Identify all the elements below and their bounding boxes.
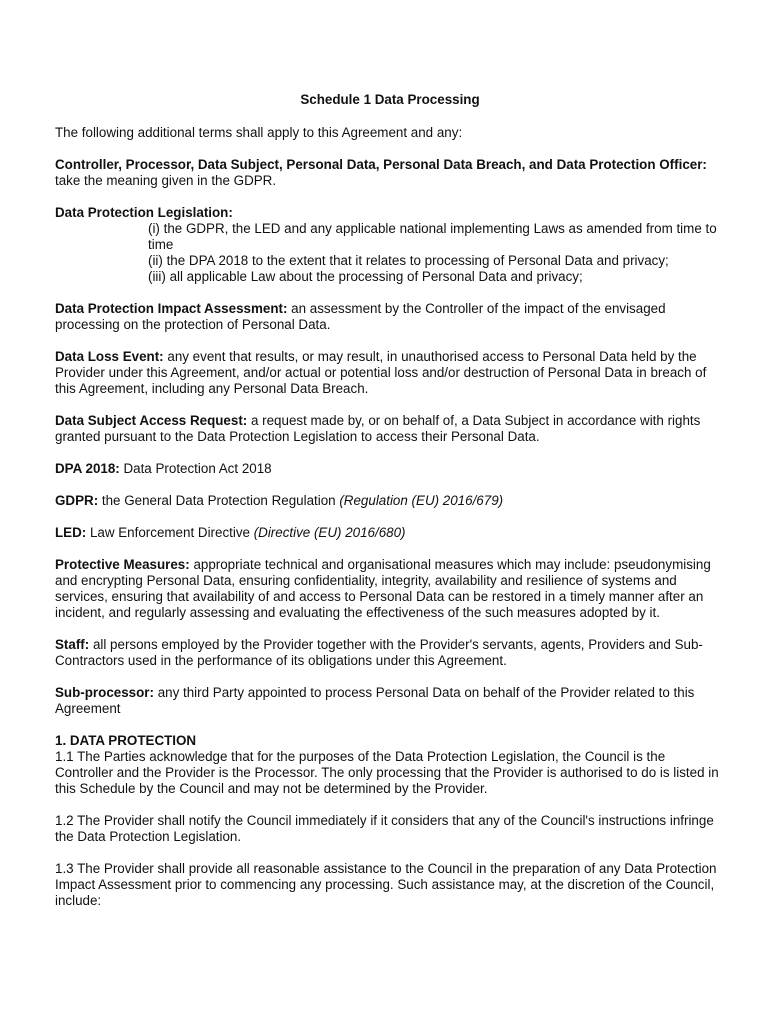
definition-term: Data Protection Legislation:	[55, 205, 233, 220]
definition-dpa-2018	[55, 461, 725, 477]
definition-data-loss-event	[55, 349, 725, 397]
definition-staff	[55, 637, 725, 669]
definition-dsar	[55, 413, 725, 445]
definition-text: the General Data Protection Regulation	[98, 493, 340, 508]
section-heading: 1. DATA PROTECTION	[55, 733, 197, 748]
dpl-item: (ii) the DPA 2018 to the extent that it relates to processing of Personal Data and privacy;	[148, 253, 669, 268]
definition-citation: (Directive (EU) 2016/680)	[253, 525, 406, 540]
document-title: Schedule 1 Data Processing	[300, 92, 480, 107]
definition-sub-processor	[55, 685, 725, 717]
definition-text: a request made by, or on behalf of, a Data Subject in accordance with rights granted pursuant to the Data Protection Legislation to access their Personal Data.	[55, 413, 701, 444]
definition-controller	[55, 157, 725, 189]
definition-gdpr	[55, 493, 725, 509]
clause-1-1: 1.1 The Parties acknowledge that for the purposes of the Data Protection Legislation, the Council is the Controller and the Provider is the Processor. The only processing that the Provider is authorised to do is listed in this Schedule by the Council and may not be determined by the Provider.	[55, 749, 719, 796]
dpl-item: (i) the GDPR, the LED and any applicable national implementing Laws as amended from time to time	[148, 221, 717, 252]
definition-term: Sub-processor:	[55, 685, 154, 700]
definition-term: Controller, Processor, Data Subject, Personal Data, Personal Data Breach, and Data Protection Officer:	[55, 157, 707, 172]
definition-text: Law Enforcement Directive	[86, 525, 254, 540]
definition-protective-measures	[55, 557, 725, 621]
definition-led	[55, 525, 725, 541]
definition-term: Staff:	[55, 637, 90, 652]
intro-paragraph: The following additional terms shall apply to this Agreement and any:	[55, 125, 463, 140]
definition-term: Data Protection Impact Assessment:	[55, 301, 288, 316]
document-page	[55, 92, 725, 925]
definition-citation: (Regulation (EU) 2016/679)	[339, 493, 504, 508]
definition-text: any event that results, or may result, in unauthorised access to Personal Data held by the Provider under this Agreement, and/or actual or potential loss and/or destruction of Personal Data in breach of this Agreement, including any Personal Data Breach.	[55, 349, 707, 396]
clause-1-3: 1.3 The Provider shall provide all reasonable assistance to the Council in the preparation of any Data Protection Impact Assessment prior to commencing any processing. Such assistance may, at the discretion of the Council, include:	[55, 861, 717, 908]
definition-term: DPA 2018:	[55, 461, 120, 476]
definition-text: any third Party appointed to process Personal Data on behalf of the Provider related to this Agreement	[55, 685, 695, 716]
clause-1-2: 1.2 The Provider shall notify the Council immediately if it considers that any of the Council's instructions infringe the Data Protection Legislation.	[55, 813, 714, 844]
definition-text: Data Protection Act 2018	[119, 461, 272, 476]
definition-term: Protective Measures:	[55, 557, 190, 572]
definition-dpia	[55, 301, 725, 333]
definition-text: take the meaning given in the GDPR.	[55, 173, 277, 188]
definition-term: Data Subject Access Request:	[55, 413, 248, 428]
definition-text: all persons employed by the Provider together with the Provider's servants, agents, Providers and Sub-Contractors used in the performance of its obligations under this Agreement.	[55, 637, 703, 668]
definition-term: Data Loss Event:	[55, 349, 164, 364]
section-1	[55, 733, 725, 797]
definition-text: an assessment by the Controller of the impact of the envisaged processing on the protection of Personal Data.	[55, 301, 666, 332]
definition-text: appropriate technical and organisational measures which may include: pseudonymising and encrypting Personal Data, ensuring confidentiality, integrity, availability and resilience of systems and services, ensuring that availability of and access to Personal Data can be restored in a timely manner after an incident, and regularly assessing and evaluating the effectiveness of the such measures adopted by it.	[55, 557, 711, 620]
dpl-item: (iii) all applicable Law about the processing of Personal Data and privacy;	[148, 269, 583, 284]
definition-term: LED:	[55, 525, 87, 540]
definition-dpl	[55, 205, 725, 285]
definition-term: GDPR:	[55, 493, 99, 508]
